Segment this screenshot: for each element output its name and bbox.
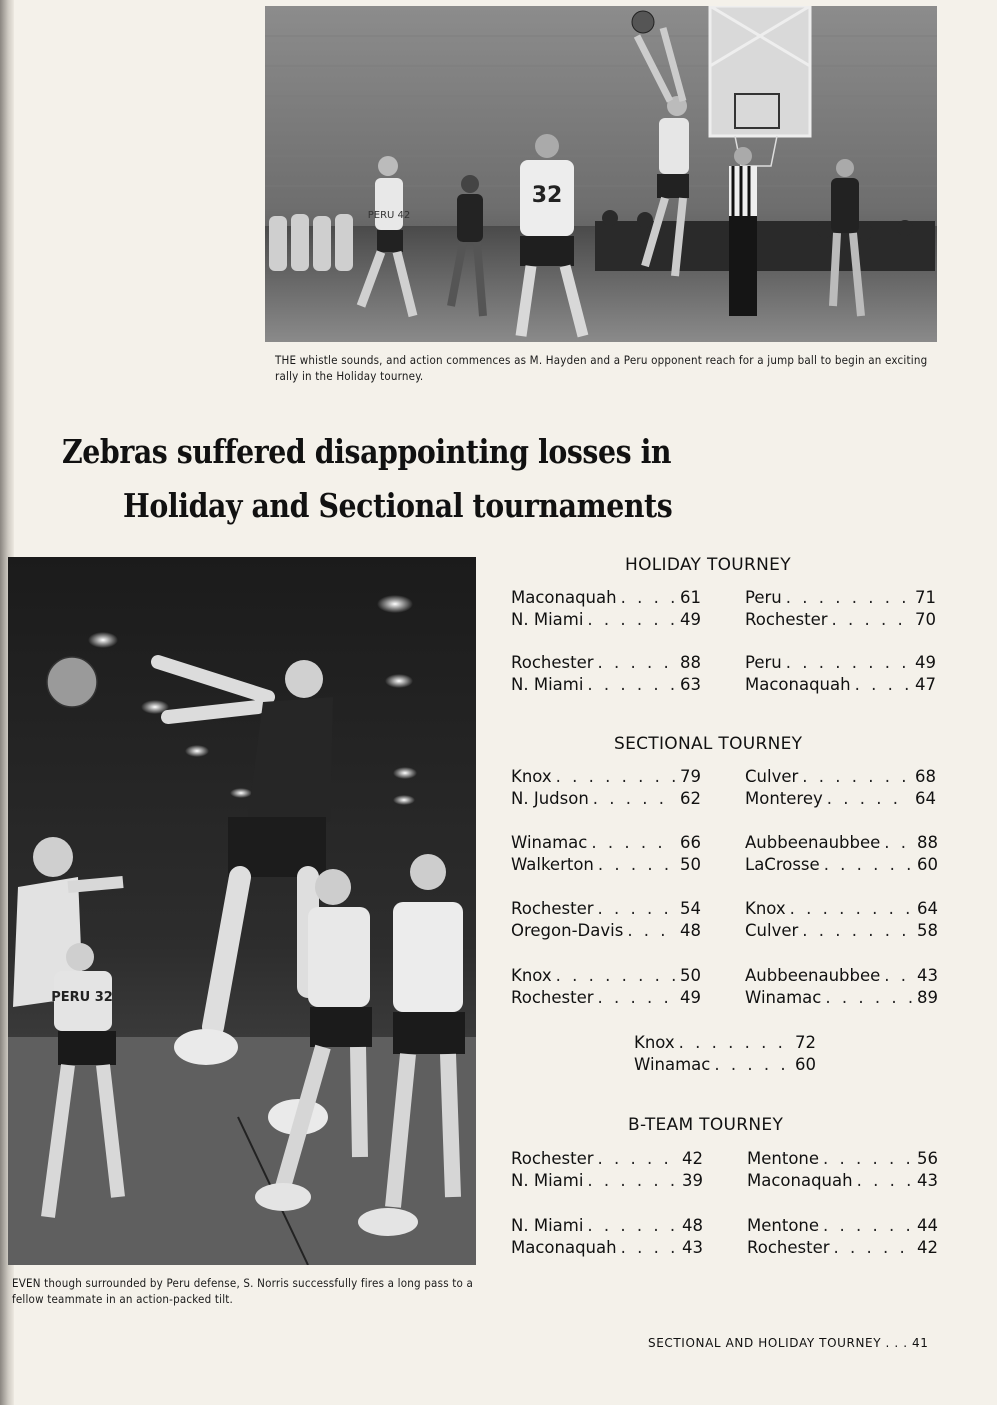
score-line: Knox . . . 50 — [511, 965, 701, 987]
score-line: Maconaquah . . . 47 — [745, 674, 936, 696]
page-footer: SECTIONAL AND HOLIDAY TOURNEY . . . 41 — [648, 1336, 929, 1350]
score-line: Knox . . . 79 — [511, 766, 701, 788]
score-line: Rochester . . . 42 — [511, 1148, 703, 1170]
score-line: Winamac . . . 60 — [634, 1054, 816, 1076]
score-line: Monterey . . . 64 — [745, 788, 936, 810]
score-line: Knox . . . 72 — [634, 1032, 816, 1054]
score-line: Walkerton . . . 50 — [511, 854, 701, 876]
score-line: Knox . . . 64 — [745, 898, 938, 920]
score-line: Culver . . . 68 — [745, 766, 936, 788]
score-line: Aubbeenaubbee . . . 88 — [745, 832, 938, 854]
jersey-42-label: PERU 42 — [367, 210, 411, 221]
score-line: Peru . . . 71 — [745, 587, 936, 609]
bteam-tourney-title: B-TEAM TOURNEY — [628, 1115, 784, 1135]
jump-ball-photo — [265, 6, 937, 342]
score-line: Culver . . . 58 — [745, 920, 938, 942]
score-line: N. Miami . . . 39 — [511, 1170, 703, 1192]
score-line: N. Judson . . . 62 — [511, 788, 701, 810]
score-line: LaCrosse . . . 60 — [745, 854, 938, 876]
jump-ball-caption: THE whistle sounds, and action commences as M. Hayden and a Peru opponent reach for a jump ball to begin an exciting rally in the Holiday tourney. — [275, 353, 928, 383]
jersey-32-label: 32 — [531, 183, 563, 208]
pass-photo — [8, 557, 476, 1265]
score-line: N. Miami . . . 63 — [511, 674, 701, 696]
score-line: N. Miami . . . 48 — [511, 1215, 703, 1237]
score-line: Aubbeenaubbee . . . 43 — [745, 965, 938, 987]
score-line: Maconaquah . . . 43 — [511, 1237, 703, 1259]
score-line: Rochester . . . 42 — [747, 1237, 938, 1259]
headline-line-2: Holiday and Sectional tournaments — [123, 486, 673, 525]
score-line: Winamac . . . 66 — [511, 832, 701, 854]
score-line: Mentone . . . 44 — [747, 1215, 938, 1237]
score-line: Oregon-Davis . . . 48 — [511, 920, 701, 942]
score-line: Maconaquah . . . 61 — [511, 587, 701, 609]
sectional-tourney-title: SECTIONAL TOURNEY — [614, 734, 803, 754]
score-line: Mentone . . . 56 — [747, 1148, 938, 1170]
headline-line-1: Zebras suffered disappointing losses in — [62, 432, 672, 471]
score-line: Rochester . . . 49 — [511, 987, 701, 1009]
score-line: N. Miami . . . 49 — [511, 609, 701, 631]
score-line: Rochester . . . 88 — [511, 652, 701, 674]
holiday-tourney-title: HOLIDAY TOURNEY — [625, 555, 791, 575]
jersey-peru-32-label: PERU 32 — [51, 990, 113, 1005]
score-line: Winamac . . . 89 — [745, 987, 938, 1009]
pass-caption: EVEN though surrounded by Peru defense, S. Norris successfully fires a long pass to a fellow teammate in an action-packed tilt. — [12, 1276, 474, 1306]
score-line: Maconaquah . . . 43 — [747, 1170, 938, 1192]
score-line: Rochester . . . 54 — [511, 898, 701, 920]
score-line: Peru . . . 49 — [745, 652, 936, 674]
score-line: Rochester . . . 70 — [745, 609, 936, 631]
